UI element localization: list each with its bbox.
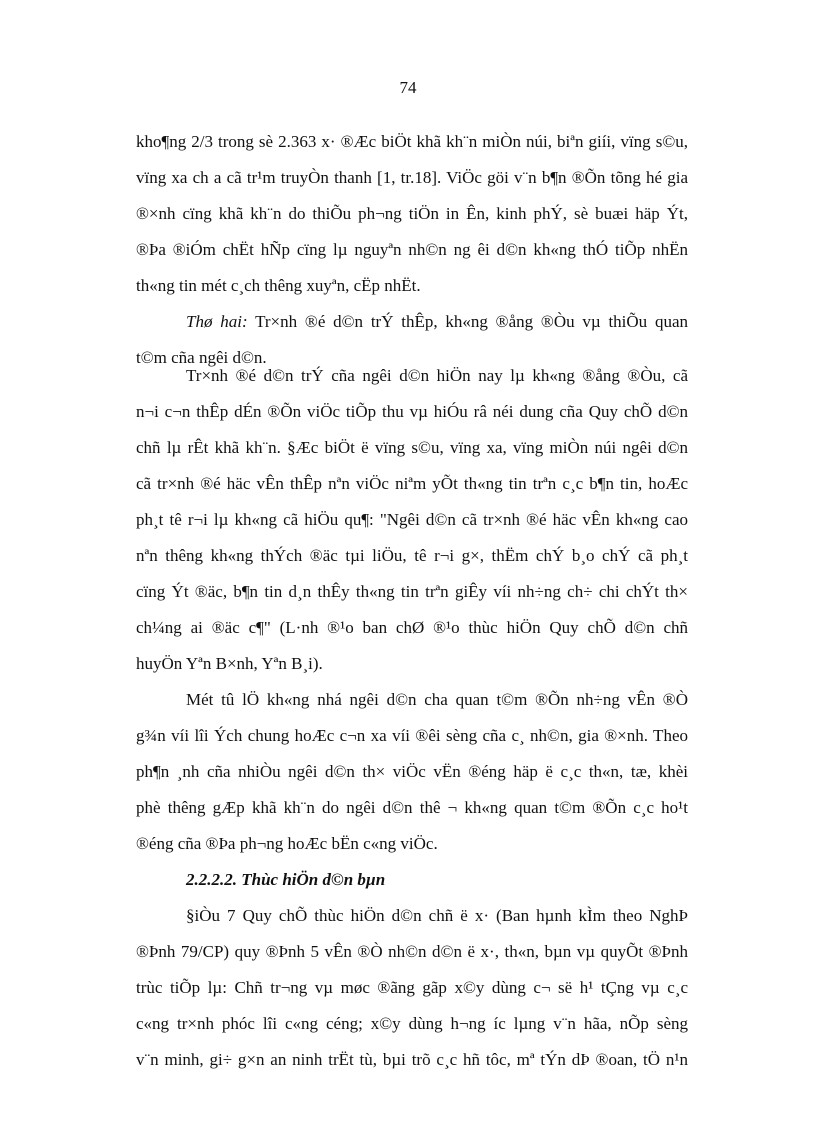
paragraph-line (186, 312, 688, 332)
paragraph-line: ®éng cña ®Þa ph¬ng hoÆc bËn c«ng viÖc. (136, 834, 438, 853)
paragraph-line: phè thêng gÆp khã kh¨n do ngêi d©n thê ¬ kh«ng quan t©m ®Õn c¸c ho¹t (136, 798, 688, 817)
section-heading: 2.2.2.2. Thùc hiÖn d©n bµn (186, 870, 386, 889)
paragraph-text: Tr×nh ®é d©n trÝ thÊp, kh«ng ®ång ®Òu vµ thiÕu quan (247, 312, 688, 331)
paragraph-line: Tr×nh ®é d©n trÝ cña ngêi d©n hiÖn nay lµ kh«ng ®ång ®Òu, cã (186, 366, 688, 385)
paragraph-lead: Thø hai: (186, 312, 248, 331)
paragraph-line: cïng Ýt ®äc, b¶n tin d¸n thÊy th«ng tin trªn giÊy víi nh÷ng ch÷ chi chÝt th× (136, 582, 688, 601)
paragraph-line: n¬i c¬n thÊp dÉn ®Õn viÖc tiÕp thu vµ hiÓu râ néi dung cña Quy chÕ d©n (136, 402, 688, 421)
paragraph-line: ®Þa ®iÓm chËt hÑp cïng lµ nguyªn nh©n ng êi d©n kh«ng thÓ tiÕp nhËn (136, 240, 688, 259)
paragraph-line: ph¸t tê r¬i lµ kh«ng cã hiÖu qu¶: "Ngêi d©n cã tr×nh ®é häc vÊn kh«ng cao (136, 510, 688, 529)
paragraph-line: g¾n víi lîi Ých chung hoÆc c¬n xa víi ®êi sèng cña c¸ nh©n, gia ®×nh. Theo (136, 726, 688, 745)
paragraph-line: kho¶ng 2/3 trong sè 2.363 x· ®Æc biÖt khã kh¨n miÒn núi, biªn giíi, vïng s©u, (136, 132, 688, 151)
paragraph-line: t©m cña ngêi d©n. (136, 348, 267, 367)
paragraph-line: ph¶n ¸nh cña nhiÒu ngêi d©n th× viÖc vËn ®éng häp ë c¸c th«n, tæ, khèi (136, 762, 688, 781)
paragraph-line: v¨n minh, gi÷ g×n an ninh trËt tù, bµi trõ c¸c hñ tôc, mª tÝn dÞ ®oan, tÖ n¹n (136, 1050, 688, 1069)
paragraph-line: ®×nh cïng khã kh¨n do thiÕu ph¬ng tiÖn in Ên, kinh phÝ, sè buæi häp Ýt, (136, 204, 688, 223)
paragraph-line: §iÒu 7 Quy chÕ thùc hiÖn d©n chñ ë x· (Ban hµnh kÌm theo NghÞ (186, 906, 688, 925)
paragraph-line: vïng xa ch a cã tr¹m truyÒn thanh [1, tr.18]. ViÖc göi v¨n b¶n ®Õn tõng hé gia (136, 168, 688, 187)
paragraph-line: th«ng tin mét c¸ch thêng xuyªn, cËp nhËt. (136, 276, 421, 295)
paragraph-line: cã tr×nh ®é häc vÊn thÊp nªn viÖc niªm yÕt th«ng tin trªn c¸c b¶n tin, hoÆc (136, 474, 688, 493)
paragraph-line: trùc tiÕp lµ: Chñ tr¬ng vµ møc ®ãng gãp x©y dùng c¬ së h¹ tÇng vµ c¸c (136, 978, 688, 997)
paragraph-line: huyÖn Yªn B×nh, Yªn B¸i). (136, 654, 323, 673)
paragraph-line: c«ng tr×nh phóc lîi c«ng céng; x©y dùng h¬ng íc lµng v¨n hãa, nÕp sèng (136, 1014, 688, 1033)
paragraph-line: Mét tû lÖ kh«ng nhá ngêi d©n cha quan t©m ®Õn nh÷ng vÊn ®Ò (186, 690, 688, 709)
paragraph-line: chñ lµ rÊt khã kh¨n. §Æc biÖt ë vïng s©u, vïng xa, vïng miÒn núi ngêi d©n (136, 438, 688, 457)
paragraph-line: nªn thêng kh«ng thÝch ®äc tµi liÖu, tê r¬i g×, thËm chÝ b¸o chÝ cã ph¸t (136, 546, 688, 565)
paragraph-line: ch¼ng ai ®äc c¶" (L·nh ®¹o ban chØ ®¹o thùc hiÖn Quy chÕ d©n chñ (136, 618, 688, 637)
paragraph-line: ®Þnh 79/CP) quy ®Þnh 5 vÊn ®Ò nh©n d©n ë x·, th«n, bµn vµ quyÕt ®Þnh (136, 942, 688, 961)
page-number: 74 (399, 78, 417, 97)
